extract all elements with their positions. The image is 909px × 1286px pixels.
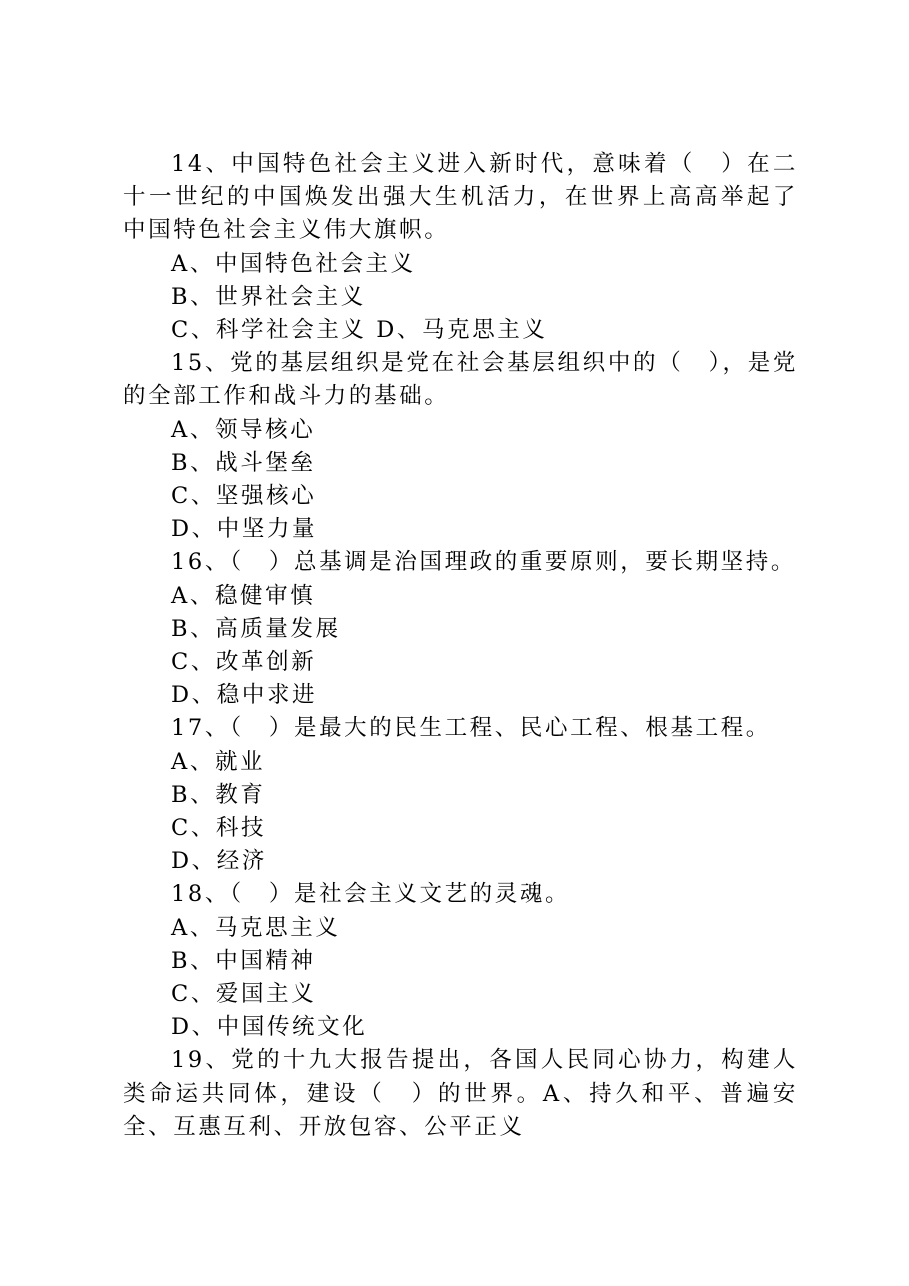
question-14-option-a: A、中国特色社会主义 [171,250,416,277]
question-18-option-d: D、中国传统文化 [171,1014,368,1041]
question-16-option-d: D、稳中求进 [171,682,318,709]
question-16-option-a: A、稳健审慎 [171,582,316,609]
question-14-option-cd: C、科学社会主义 D、马克思主义 [171,317,548,344]
question-16-stem: 16、（ ）总基调是治国理政的重要原则，要长期坚持。 [171,549,796,576]
question-16-option-c: C、改革创新 [171,649,317,676]
document-page [123,148,798,1144]
question-17-option-d: D、经济 [171,848,267,875]
question-15-option-b: B、战斗堡垒 [171,449,316,476]
question-15-option-a: A、领导核心 [171,416,316,443]
question-15-option-d: D、中坚力量 [171,516,318,543]
question-18-option-c: C、爱国主义 [171,981,317,1008]
question-18-option-b: B、中国精神 [171,947,316,974]
question-18-option-a: A、马克思主义 [171,914,341,941]
question-15-option-c: C、坚强核心 [171,483,317,510]
question-16-option-b: B、高质量发展 [171,615,341,642]
question-15-stem: 15、党的基层组织是党在社会基层组织中的（ ），是党的全部工作和战斗力的基础。 [123,350,798,410]
question-14-stem: 14、中国特色社会主义进入新时代，意味着（ ）在二十一世纪的中国焕发出强大生机活力，在世界上高高举起了中国特色社会主义伟大旗帜。 [123,151,798,244]
question-17-option-b: B、教育 [171,781,266,808]
question-17-stem: 17、（ ）是最大的民生工程、民心工程、根基工程。 [171,715,771,742]
question-19-stem: 19、党的十九大报告提出，各国人民同心协力，构建人类命运共同体，建设（ ）的世界。A、持久和平、普遍安全、互惠互利、开放包容、公平正义 [123,1047,798,1140]
question-18-stem: 18、（ ）是社会主义文艺的灵魂。 [171,881,571,908]
question-14-option-b: B、世界社会主义 [171,283,366,310]
question-17-option-c: C、科技 [171,815,267,842]
question-17-option-a: A、就业 [171,748,266,775]
